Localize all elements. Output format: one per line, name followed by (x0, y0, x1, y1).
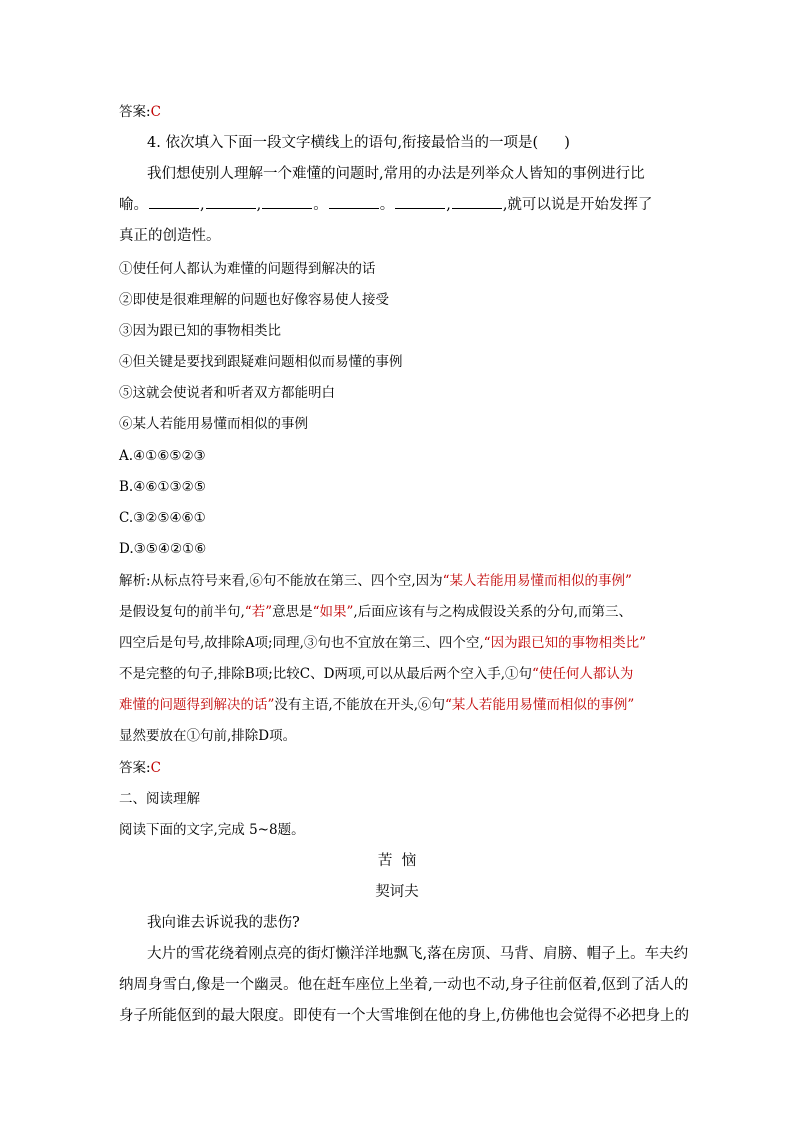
answer-label: 答案: (119, 104, 151, 120)
option-d: D.③⑤④②①⑥ (119, 541, 207, 557)
statement-item: ②即使是很难理解的问题也好像容易使人接受 (119, 292, 389, 308)
blank-4 (329, 196, 379, 209)
statement-item: ⑤这就会使说者和听者双方都能明白 (119, 385, 335, 401)
passage-line-2: 喻。 , , 。 。 , ,就可以说是开始发挥了 (119, 197, 653, 213)
answer-value: C (150, 760, 161, 776)
analysis-line-4: 不是完整的句子,排除B项;比较C、D两项,可以从最后两个空入手,①句“使任何人都认为 (119, 666, 634, 682)
blank-1 (149, 196, 199, 209)
answer-label: 答案: (119, 760, 151, 776)
story-paragraph-line: 身子所能伛到的最大限度。即使有一个大雪堆倒在他的身上,仿佛他也会觉得不必把身上的 (119, 1008, 690, 1024)
story-title: 苦 恼 (377, 853, 417, 869)
section-heading: 二、阅读理解 (119, 791, 200, 807)
answer-value: C (150, 104, 161, 120)
analysis-line-1: 解析:从标点符号来看,⑥句不能放在第三、四个空,因为“某人若能用易懂而相似的事例” (119, 573, 632, 589)
statement-item: ⑥某人若能用易懂而相似的事例 (119, 416, 308, 432)
analysis-line-2: 是假设复句的前半句,“若”意思是“如果”,后面应该有与之构成假设关系的分句,而第三、 (119, 604, 633, 620)
statement-item: ①使任何人都认为难懂的问题得到解决的话 (119, 261, 376, 277)
blank-5 (395, 196, 445, 209)
answer-line (119, 759, 161, 777)
reading-instructions: 阅读下面的文字,完成 5~8题。 (119, 822, 305, 838)
option-c: C.③②⑤④⑥① (119, 510, 206, 526)
statement-item: ③因为跟已知的事物相类比 (119, 323, 281, 339)
option-a: A.④①⑥⑤②③ (119, 448, 206, 464)
passage-line-3: 真正的创造性。 (119, 228, 221, 244)
blank-3 (262, 196, 312, 209)
analysis-line-6: 显然要放在①句前,排除D项。 (119, 728, 297, 744)
passage-line-1: 我们想使别人理解一个难懂的问题时,常用的办法是列举众人皆知的事例进行比 (147, 166, 645, 182)
analysis-line-5: 难懂的问题得到解决的话”没有主语,不能放在开头,⑥句“某人若能用易懂而相似的事例” (119, 697, 635, 713)
story-paragraph-line: 纳周身雪白,像是一个幽灵。他在赶车座位上坐着,一动也不动,身子往前伛着,伛到了活人的 (119, 977, 689, 993)
answer-line (119, 103, 161, 121)
blank-6 (452, 196, 502, 209)
statement-item: ④但关键是要找到跟疑难问题相似而易懂的事例 (119, 354, 403, 370)
story-paragraph: 我向谁去诉说我的悲伤? (147, 915, 300, 931)
blank-2 (206, 196, 256, 209)
story-author: 契诃夫 (375, 884, 419, 900)
analysis-line-3: 四空后是句号,故排除A项;同理,③句也不宜放在第三、四个空,“因为跟已知的事物相类比” (119, 635, 646, 651)
question-4-stem: 4. 依次填入下面一段文字横线上的语句,衔接最恰当的一项是( ) (147, 135, 570, 151)
option-b: B.④⑥①③②⑤ (119, 479, 206, 495)
story-paragraph: 大片的雪花绕着刚点亮的街灯懒洋洋地飘飞,落在房顶、马背、肩膀、帽子上。车夫约 (147, 946, 689, 962)
